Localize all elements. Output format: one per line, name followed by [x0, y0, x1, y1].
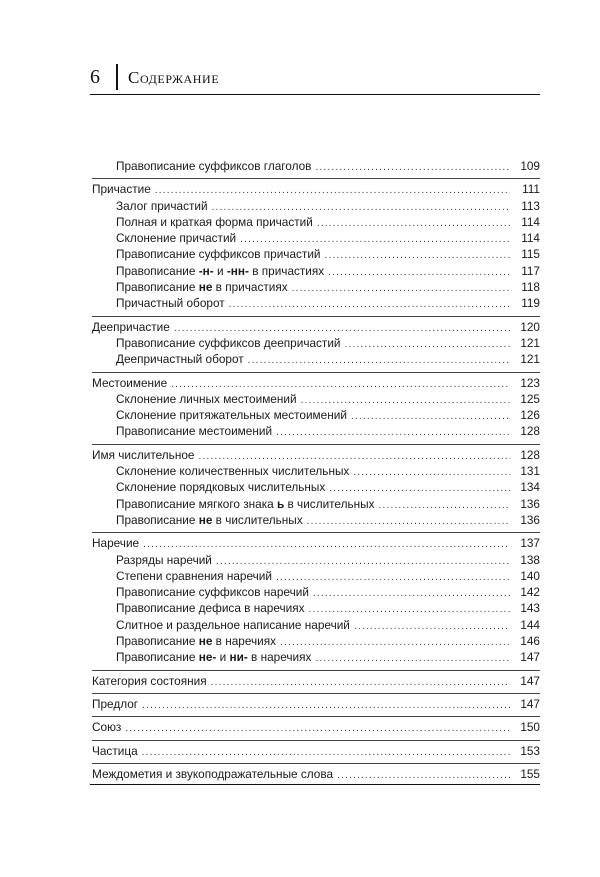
emphasized-fragment: не-	[198, 650, 217, 665]
title-fragment: Правописание дефиса в наречиях	[116, 601, 305, 616]
toc-section	[92, 719, 540, 740]
toc-entry-title	[92, 568, 272, 584]
toc-entry-title	[92, 552, 212, 568]
title-fragment: Причастный оборот	[116, 296, 225, 311]
toc-page-number: 113	[521, 198, 540, 213]
toc-entry-title	[92, 463, 349, 479]
toc-subentry[interactable]	[92, 407, 540, 423]
toc-subentry[interactable]	[92, 214, 540, 230]
page-title: Содержание	[128, 68, 220, 87]
toc-entry[interactable]	[92, 696, 540, 712]
toc-subentry[interactable]	[92, 246, 540, 262]
toc-entry-title	[92, 496, 375, 512]
toc-entry[interactable]	[92, 319, 540, 335]
dot-leader	[229, 297, 510, 313]
toc-subentry[interactable]	[92, 351, 540, 367]
toc-subentry[interactable]	[92, 230, 540, 246]
dot-leader	[315, 160, 510, 176]
dot-leader	[337, 768, 510, 784]
dot-leader	[313, 586, 510, 602]
title-fragment: Союз	[92, 720, 122, 735]
toc-subentry[interactable]	[92, 423, 540, 439]
toc-subentry[interactable]	[92, 633, 540, 649]
header-divider	[116, 64, 118, 90]
title-fragment: Склонение порядковых числительных	[116, 480, 326, 495]
toc-page-number: 142	[520, 585, 540, 600]
toc-page-number: 143	[520, 601, 540, 616]
toc-page-number: 128	[520, 447, 540, 462]
toc-entry-title	[92, 158, 311, 174]
dot-leader	[280, 635, 510, 651]
toc-page-number: 131	[520, 464, 540, 479]
toc-page-number: 147	[520, 673, 540, 688]
title-fragment: Склонение притяжательных местоимений	[116, 408, 347, 423]
title-fragment: Частица	[92, 743, 138, 758]
toc-page-number: 121	[520, 335, 540, 350]
toc-section	[92, 375, 540, 445]
toc-section	[92, 535, 540, 670]
toc-subentry[interactable]	[92, 600, 540, 616]
toc-page-number: 114	[521, 214, 540, 229]
dot-leader	[353, 465, 510, 481]
toc-subentry[interactable]	[92, 584, 540, 600]
toc-subentry[interactable]	[92, 568, 540, 584]
toc-entry-title	[92, 633, 276, 649]
title-fragment: Междометия и звукоподражательные слова	[92, 766, 334, 781]
toc-page-number: 134	[520, 480, 540, 495]
title-fragment: Имя числительное	[92, 447, 195, 462]
toc-page-number: 121	[520, 352, 540, 367]
title-fragment: Правописание мягкого знака	[116, 496, 277, 511]
toc-section	[92, 181, 540, 316]
toc-entry-title	[92, 391, 297, 407]
title-fragment: Правописание	[116, 634, 199, 649]
toc-page-number: 111	[522, 182, 540, 197]
dot-leader	[125, 721, 510, 737]
toc-entry-title	[92, 535, 139, 551]
title-fragment: Деепричастный оборот	[116, 352, 244, 367]
title-fragment: Залог причастий	[116, 198, 208, 213]
emphasized-fragment: ни-	[229, 650, 248, 665]
toc-entry-title	[92, 512, 303, 528]
toc-subentry[interactable]	[92, 496, 540, 512]
title-fragment: Разряды наречий	[116, 552, 212, 567]
dot-leader	[292, 281, 510, 297]
toc-page-number: 123	[520, 375, 540, 390]
toc-entry[interactable]	[92, 673, 540, 689]
toc-section	[92, 319, 540, 373]
toc-subentry[interactable]	[92, 649, 540, 665]
toc-page-number: 150	[520, 720, 540, 735]
toc-entry-title	[92, 719, 121, 735]
toc-entry-title	[92, 600, 305, 616]
title-fragment: в наречиях	[212, 634, 277, 649]
toc-entry-title	[92, 479, 325, 495]
toc-entry[interactable]	[92, 719, 540, 735]
page-number: 6	[90, 66, 100, 88]
toc-page-number: 147	[520, 696, 540, 711]
title-fragment: в числительных	[284, 496, 375, 511]
dot-leader	[276, 425, 510, 441]
dot-leader	[317, 216, 510, 232]
toc-page-number: 144	[520, 617, 540, 632]
toc-entry-title	[92, 181, 151, 197]
toc-entry[interactable]	[92, 766, 540, 782]
emphasized-fragment: не	[198, 512, 213, 527]
toc-entry-title	[92, 214, 313, 230]
toc-subentry[interactable]	[92, 279, 540, 295]
toc-subentry[interactable]	[92, 479, 540, 495]
toc-subentry[interactable]	[92, 335, 540, 351]
table-of-contents	[92, 158, 540, 788]
toc-page-number: 120	[520, 319, 540, 334]
footer-rule	[90, 784, 540, 785]
toc-entry[interactable]	[92, 181, 540, 197]
title-fragment: в наречиях	[247, 650, 312, 665]
title-fragment: Склонение причастий	[116, 231, 237, 246]
title-fragment: Правописание	[116, 512, 199, 527]
title-fragment: Правописание суффиксов деепричастий	[116, 335, 341, 350]
toc-page-number: 146	[520, 634, 540, 649]
toc-page-number: 153	[520, 743, 540, 758]
toc-subentry[interactable]	[92, 391, 540, 407]
toc-page-number: 115	[521, 247, 540, 262]
title-fragment: Слитное и раздельное написание наречий	[116, 617, 350, 632]
toc-page-number: 119	[521, 296, 540, 311]
title-fragment: Предлог	[92, 696, 139, 711]
emphasized-fragment: ь	[276, 496, 285, 511]
toc-subentry[interactable]	[92, 198, 540, 214]
header-rule	[90, 94, 540, 95]
title-fragment: Правописание	[116, 650, 199, 665]
dot-leader	[345, 337, 510, 353]
title-fragment: в числительных	[212, 512, 303, 527]
toc-entry-title	[92, 335, 341, 351]
toc-section	[92, 447, 540, 533]
dot-leader	[354, 619, 510, 635]
toc-entry-title	[92, 407, 347, 423]
toc-entry[interactable]	[92, 743, 540, 759]
toc-page-number: 114	[521, 231, 540, 246]
title-fragment: Причастие	[92, 182, 151, 197]
toc-subentry[interactable]	[92, 463, 540, 479]
emphasized-fragment: -н-	[198, 263, 214, 278]
title-fragment: в причастиях	[212, 280, 288, 295]
title-fragment: Наречие	[92, 536, 140, 551]
toc-entry[interactable]	[92, 535, 540, 551]
toc-entry-title	[92, 230, 236, 246]
toc-entry-title	[92, 743, 138, 759]
dot-leader	[315, 651, 510, 667]
toc-section	[92, 673, 540, 694]
toc-page-number: 117	[521, 263, 540, 278]
emphasized-fragment: -нн-	[226, 263, 249, 278]
dot-leader	[351, 409, 510, 425]
toc-page-number: 109	[520, 159, 540, 173]
dot-leader	[142, 745, 510, 761]
toc-entry[interactable]	[92, 447, 540, 463]
toc-section	[92, 743, 540, 764]
page-header	[90, 62, 540, 94]
toc-entry-title	[92, 447, 194, 463]
title-fragment: Правописание суффиксов глаголов	[116, 159, 312, 173]
toc-entry-title	[92, 263, 324, 279]
title-fragment: Склонение личных местоимений	[116, 391, 297, 406]
dot-leader	[248, 353, 510, 369]
toc-page-number: 118	[521, 280, 540, 295]
emphasized-fragment: не	[198, 280, 213, 295]
title-fragment: Деепричастие	[92, 319, 170, 334]
toc-section	[92, 696, 540, 717]
toc-subentry[interactable]	[92, 512, 540, 528]
toc-page-number: 125	[520, 391, 540, 406]
toc-page-number: 137	[520, 536, 540, 551]
toc-page-number: 155	[520, 766, 540, 781]
toc-page-number: 140	[520, 568, 540, 583]
title-fragment: Категория состояния	[92, 673, 207, 688]
toc-page-number: 126	[520, 408, 540, 423]
toc-subentry[interactable]	[92, 552, 540, 568]
toc-subentry[interactable]	[92, 617, 540, 633]
toc-entry-title	[92, 279, 288, 295]
title-fragment: и	[216, 650, 230, 665]
toc-entry-title	[92, 295, 225, 311]
title-fragment: и	[213, 263, 227, 278]
toc-entry-title	[92, 351, 244, 367]
dot-leader	[307, 514, 510, 530]
toc-entry-title	[92, 423, 272, 439]
dot-leader	[325, 248, 511, 264]
title-fragment: Правописание	[116, 280, 199, 295]
toc-entry-title	[92, 649, 311, 665]
title-fragment: Правописание местоимений	[116, 424, 273, 439]
toc-page-number: 136	[520, 496, 540, 511]
dot-leader	[155, 183, 510, 199]
title-fragment: Степени сравнения наречий	[116, 568, 272, 583]
title-fragment: Правописание	[116, 263, 199, 278]
toc-page-number: 147	[520, 650, 540, 665]
toc-entry[interactable]	[92, 375, 540, 391]
title-fragment: Правописание суффиксов наречий	[116, 585, 309, 600]
toc-subentry[interactable]	[92, 263, 540, 279]
toc-entry-title	[92, 696, 138, 712]
title-fragment: в причастиях	[248, 263, 325, 278]
dot-leader	[142, 698, 510, 714]
title-fragment: Правописание суффиксов причастий	[116, 247, 321, 262]
dot-leader	[379, 498, 510, 514]
toc-entry-title	[92, 673, 207, 689]
toc-page-number: 138	[520, 552, 540, 567]
dot-leader	[276, 570, 510, 586]
toc-entry-title	[92, 375, 167, 391]
title-fragment: Склонение количественных числительных	[116, 464, 350, 479]
toc-entry-title	[92, 198, 208, 214]
title-fragment: Местоимение	[92, 375, 168, 390]
toc-entry-title	[92, 584, 309, 600]
toc-entry-title	[92, 617, 350, 633]
dot-leader	[328, 265, 510, 281]
toc-section	[92, 158, 540, 179]
toc-subentry[interactable]	[92, 295, 540, 311]
dot-leader	[211, 675, 510, 691]
toc-entry-title	[92, 319, 170, 335]
title-fragment: Полная и краткая форма причастий	[116, 214, 313, 229]
toc-entry-title	[92, 766, 333, 782]
toc-page-number: 128	[520, 424, 540, 439]
toc-entry-title	[92, 246, 321, 262]
emphasized-fragment: не	[198, 634, 213, 649]
toc-page-number: 136	[520, 512, 540, 527]
toc-subentry[interactable]	[92, 158, 540, 174]
